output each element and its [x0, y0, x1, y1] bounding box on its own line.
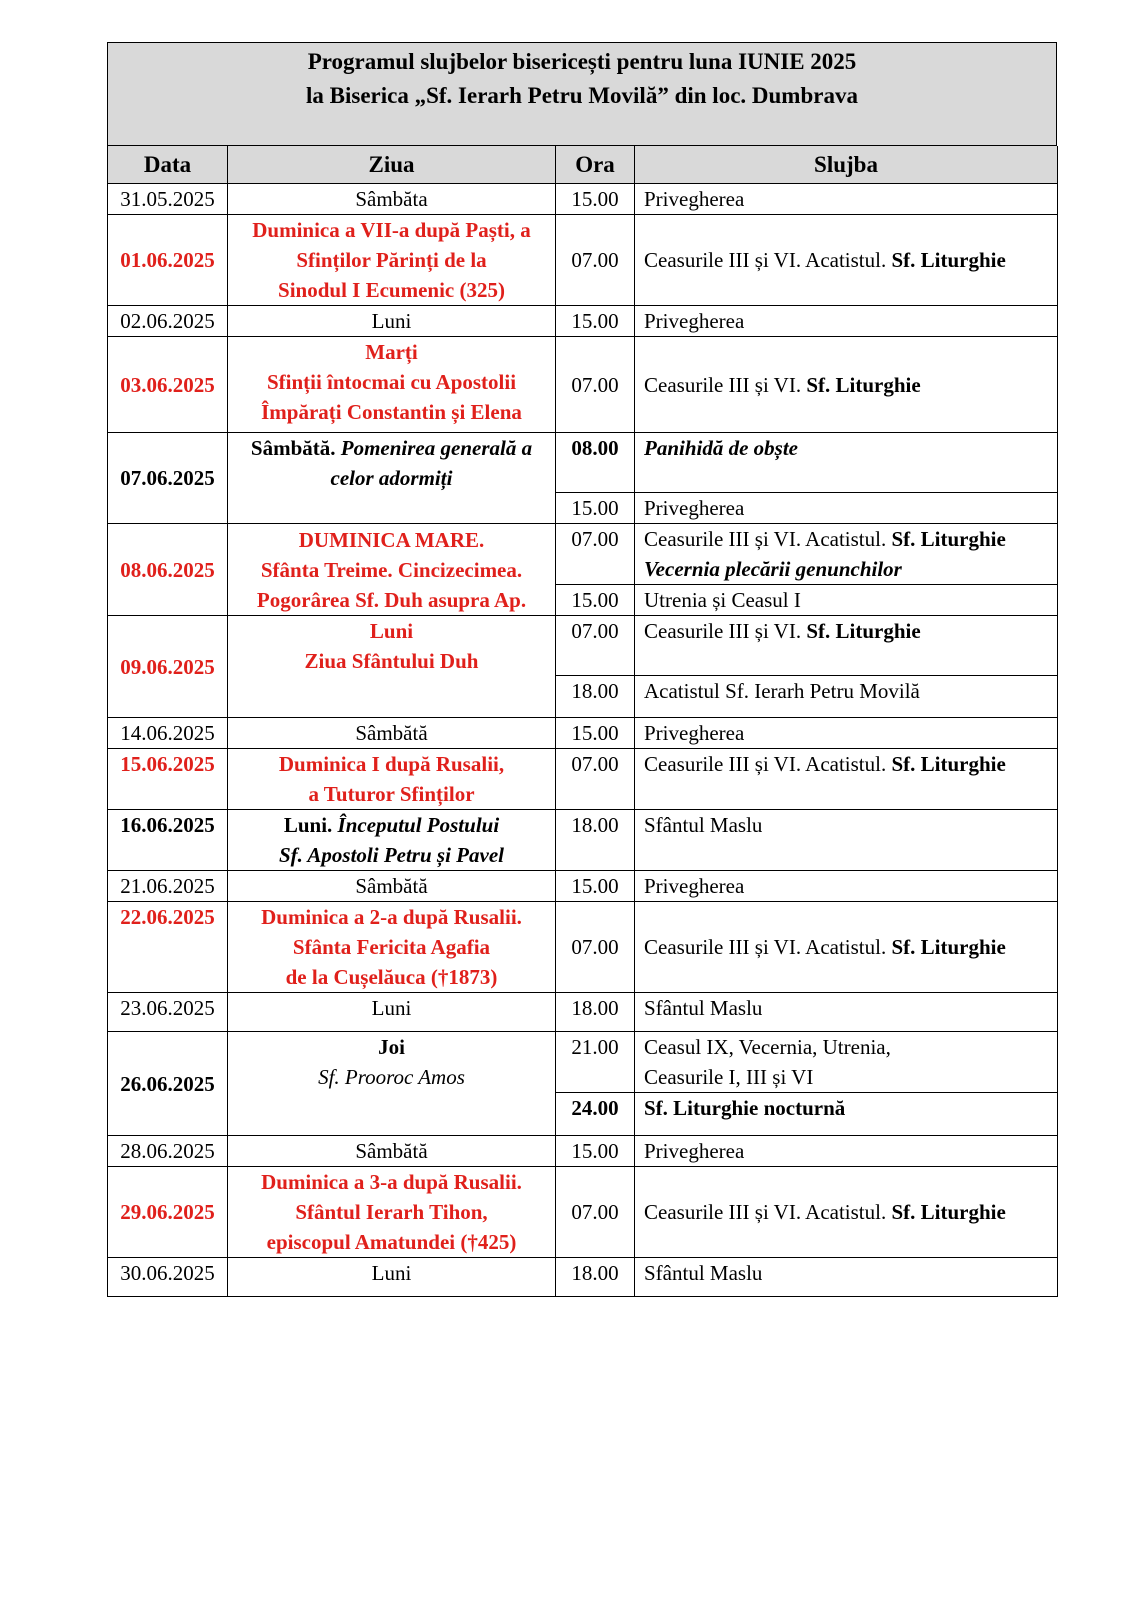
row-day: Luni: [228, 1258, 556, 1297]
day-line: Împărați Constantin și Elena: [261, 400, 522, 424]
day-line: Luni: [369, 619, 414, 643]
row-service: [635, 749, 1058, 810]
day-italic-line: Sf. Prooroc Amos: [318, 1065, 465, 1089]
table-row: [108, 524, 1058, 585]
day-line: Duminica a VII-a după Paști, a: [252, 218, 531, 242]
row-time: 07.00: [556, 337, 635, 433]
day-line: Pogorârea Sf. Duh asupra Ap.: [256, 587, 527, 612]
row-date: 09.06.2025: [108, 616, 228, 718]
day-line: de la Cușelăuca (†1873): [285, 965, 498, 989]
table-row: [108, 616, 1058, 676]
row-day: [228, 810, 556, 871]
row-service: Sfântul Maslu: [635, 1258, 1058, 1297]
day-italic-line: celor adormiți: [330, 466, 453, 490]
table-row: [108, 215, 1058, 306]
day-line: episcopul Amatundei (†425): [266, 1230, 517, 1254]
row-time: 15.00: [556, 585, 635, 616]
day-bold: Joi: [378, 1035, 405, 1059]
header-service: Slujba: [635, 146, 1058, 184]
row-time: 07.00: [556, 524, 635, 585]
day-italic: Începutul Postului: [337, 813, 500, 837]
service-bold: Sf. Liturghie: [891, 935, 1006, 959]
row-time: 15.00: [556, 306, 635, 337]
service-text: Ceasurile III și VI. Acatistul.: [644, 248, 887, 272]
row-service: [635, 337, 1058, 433]
day-line: Ziua Sfântului Duh: [304, 649, 479, 673]
row-day: Sâmbătă: [228, 1136, 556, 1167]
row-time: 15.00: [556, 1136, 635, 1167]
table-row: [108, 1167, 1058, 1258]
row-day: [228, 1032, 556, 1136]
table-row: [108, 871, 1058, 902]
row-time: 07.00: [556, 1167, 635, 1258]
service-text: Ceasurile III și VI. Acatistul.: [644, 1200, 887, 1224]
table-row: [108, 749, 1058, 810]
table-row: [108, 1032, 1058, 1093]
day-line: Duminica I după Rusalii,: [278, 752, 505, 776]
row-date: 08.06.2025: [108, 524, 228, 616]
day-line: DUMINICA MARE.: [298, 527, 485, 552]
row-date: 01.06.2025: [108, 215, 228, 306]
row-day: [228, 524, 556, 616]
table-row: [108, 810, 1058, 871]
day-line: Marți: [365, 340, 418, 364]
header-date: Data: [108, 146, 228, 184]
row-service: Privegherea: [635, 493, 1058, 524]
row-service: Privegherea: [635, 871, 1058, 902]
row-date: 16.06.2025: [108, 810, 228, 871]
row-day: Sâmbătă: [228, 871, 556, 902]
row-time: 07.00: [556, 616, 635, 676]
row-service: Utrenia și Ceasul I: [635, 585, 1058, 616]
row-date: 03.06.2025: [108, 337, 228, 433]
row-date: 23.06.2025: [108, 993, 228, 1032]
day-bold: Luni.: [283, 813, 333, 837]
header-time: Ora: [556, 146, 635, 184]
table-row: [108, 993, 1058, 1032]
row-date: 26.06.2025: [108, 1032, 228, 1136]
row-time: 21.00: [556, 1032, 635, 1093]
service-text: Ceasurile III și VI. Acatistul.: [644, 935, 887, 959]
day-italic-line: Sf. Apostoli Petru și Pavel: [279, 843, 504, 867]
schedule-document: [107, 42, 1057, 1297]
row-date: 29.06.2025: [108, 1167, 228, 1258]
table-row: [108, 902, 1058, 993]
row-service: [635, 1032, 1058, 1093]
row-time: 18.00: [556, 676, 635, 718]
row-day: Luni: [228, 306, 556, 337]
table-row: [108, 337, 1058, 433]
row-service: Sfântul Maslu: [635, 993, 1058, 1032]
row-service: [635, 524, 1058, 585]
day-line: Sfânta Fericita Agafia: [292, 935, 491, 959]
service-text: Ceasurile III și VI. Acatistul.: [644, 527, 887, 551]
table-row: [108, 1136, 1058, 1167]
row-time: 24.00: [556, 1093, 635, 1136]
service-text: Ceasul IX, Vecernia, Utrenia,: [644, 1035, 891, 1059]
row-time: 07.00: [556, 749, 635, 810]
table-row: [108, 1258, 1058, 1297]
day-line: a Tuturor Sfinților: [308, 782, 475, 806]
day-line: Sfântul Ierarh Tihon,: [295, 1200, 488, 1224]
service-line-2: Vecernia plecării genunchilor: [644, 557, 902, 581]
row-service: Privegherea: [635, 718, 1058, 749]
row-day: Sâmbătă: [228, 718, 556, 749]
row-day: [228, 433, 556, 524]
day-line: Duminica a 3-a după Rusalii.: [261, 1170, 522, 1194]
row-day: Luni: [228, 993, 556, 1032]
title-line-2: la Biserica „Sf. Ierarh Petru Movilă” din loc. Dumbrava: [306, 83, 858, 108]
row-day: [228, 616, 556, 718]
row-date: 28.06.2025: [108, 1136, 228, 1167]
row-service: [635, 902, 1058, 993]
row-time: 07.00: [556, 902, 635, 993]
row-service: Sfântul Maslu: [635, 810, 1058, 871]
day-line: Sinodul I Ecumenic (325): [278, 278, 505, 302]
service-bold: Sf. Liturghie: [891, 527, 1006, 551]
day-italic: Pomenirea generală a: [340, 436, 533, 460]
day-line: Duminica a 2-a după Rusalii.: [261, 905, 522, 929]
row-date: 07.06.2025: [108, 433, 228, 524]
row-date: 15.06.2025: [108, 749, 228, 810]
service-text: Ceasurile III și VI.: [644, 372, 802, 397]
row-time: 15.00: [556, 184, 635, 215]
row-service: [635, 215, 1058, 306]
table-row: [108, 184, 1058, 215]
row-day: [228, 1167, 556, 1258]
table-row: [108, 433, 1058, 493]
row-service: Privegherea: [635, 184, 1058, 215]
service-bold: Sf. Liturghie: [806, 372, 921, 397]
row-date: 31.05.2025: [108, 184, 228, 215]
row-time: 07.00: [556, 215, 635, 306]
row-service: Sf. Liturghie nocturnă: [635, 1093, 1058, 1136]
schedule-table: [107, 146, 1058, 1297]
row-time: 15.00: [556, 871, 635, 902]
row-day: Sâmbăta: [228, 184, 556, 215]
table-header-row: [108, 146, 1058, 184]
row-time: 18.00: [556, 1258, 635, 1297]
row-time: 18.00: [556, 993, 635, 1032]
day-line: Sfânta Treime. Cincizecimea.: [260, 557, 523, 582]
row-service: Privegherea: [635, 1136, 1058, 1167]
service-bold: Sf. Liturghie: [891, 248, 1006, 272]
service-bold: Sf. Liturghie: [806, 619, 921, 643]
day-bold: Sâmbătă.: [250, 436, 336, 460]
service-text: Ceasurile III și VI. Acatistul.: [644, 752, 887, 776]
service-text: Ceasurile III și VI.: [644, 619, 802, 643]
row-service: Privegherea: [635, 306, 1058, 337]
row-day: [228, 902, 556, 993]
row-service: Panihidă de obște: [635, 433, 1058, 493]
row-date: 22.06.2025: [108, 902, 228, 993]
service-line-2: Ceasurile I, III și VI: [644, 1065, 814, 1089]
schedule-title: [107, 42, 1057, 146]
header-day: Ziua: [228, 146, 556, 184]
row-time: 08.00: [556, 433, 635, 493]
row-service: [635, 1167, 1058, 1258]
row-time: 15.00: [556, 493, 635, 524]
row-day: [228, 215, 556, 306]
row-time: 18.00: [556, 810, 635, 871]
row-date: 02.06.2025: [108, 306, 228, 337]
table-row: [108, 306, 1058, 337]
row-day: [228, 337, 556, 433]
row-service: Acatistul Sf. Ierarh Petru Movilă: [635, 676, 1058, 718]
row-day: [228, 749, 556, 810]
row-service: [635, 616, 1058, 676]
day-line: Sfinților Părinți de la: [296, 248, 487, 272]
day-line: Sfinții întocmai cu Apostolii: [266, 370, 517, 394]
row-time: 15.00: [556, 718, 635, 749]
row-date: 14.06.2025: [108, 718, 228, 749]
row-date: 21.06.2025: [108, 871, 228, 902]
row-date: 30.06.2025: [108, 1258, 228, 1297]
service-bold: Sf. Liturghie: [891, 1200, 1006, 1224]
service-bold: Sf. Liturghie: [891, 752, 1006, 776]
table-row: [108, 718, 1058, 749]
title-line-1: Programul slujbelor bisericești pentru luna IUNIE 2025: [307, 49, 857, 74]
